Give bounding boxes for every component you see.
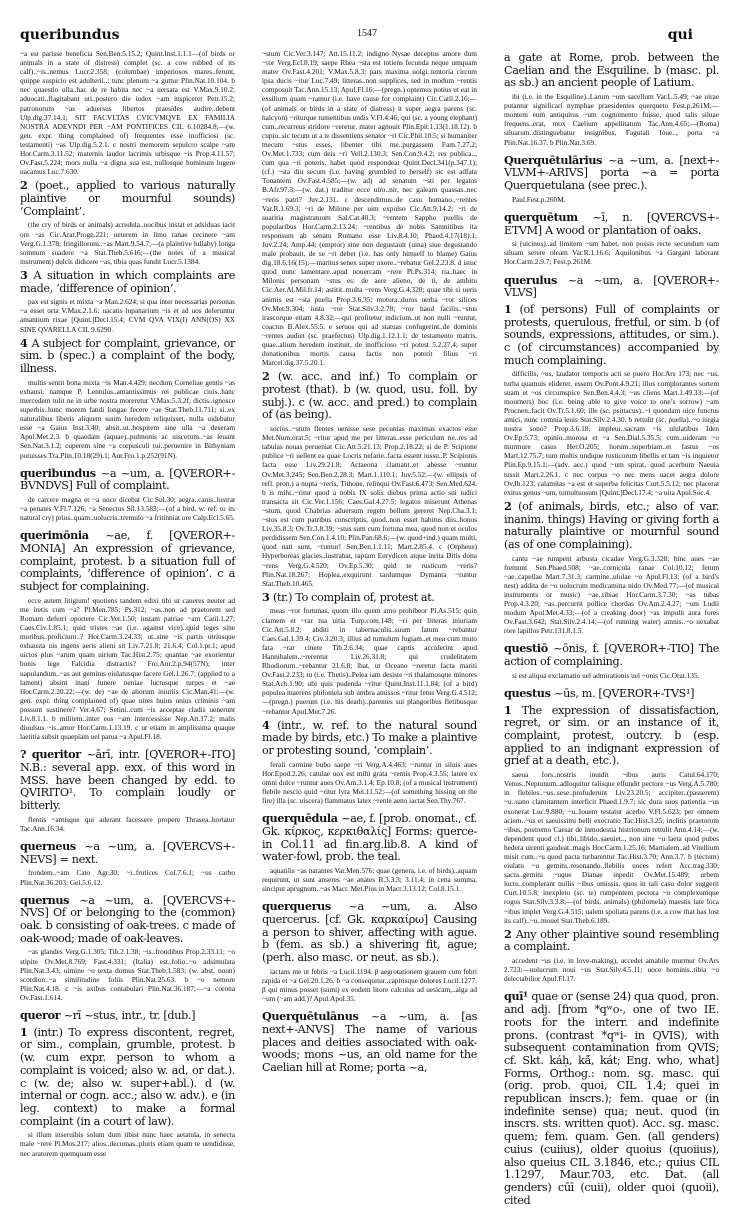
citation-block: flentis ~antisque qui aderant facessere propere Thrasea..hortatur Tac.Ann.16.34. (20, 814, 235, 833)
sense-number: 4 (20, 335, 32, 350)
dictionary-entry (20, 840, 235, 866)
dictionary-entry (20, 748, 235, 813)
entry-text: ~ī, n. [QVERCVS+-ETVM] A wood or plantation of oaks. (504, 210, 719, 237)
headword: querquētum (504, 209, 593, 224)
dictionary-entry (504, 274, 719, 300)
headword: questus (504, 685, 555, 700)
headword: ? queritor (20, 747, 87, 762)
sense-definition (20, 179, 235, 218)
left-guideword: queribundus (20, 27, 120, 43)
sense-definition (504, 500, 719, 552)
sense-number: 2 (262, 369, 278, 384)
dictionary-entry (20, 467, 235, 493)
sense-definition (20, 1026, 235, 1129)
entry-text: ~a ~um, a. [QVEROR+-BVNDVS] Full of complaint. (20, 466, 236, 493)
entry-text: ~a ~um, a. Also quercerus. [cf. Gk. καρκαίρω] Causing a person to shiver, affecting with ague. b (fem. as sb.) a shivering fit, ague; (perh. also masc. or neut. as sb.). (262, 900, 477, 965)
sense-definition (262, 719, 477, 758)
citation-block: ferali carmine bubo saepe ~ri Verg.A.4.463; ~runtur in siluis aues Hor.Epod.2.26; catulae uox est mihi grata ~rentis Prop.4.3.55; latere ex omni dulce ~runtur aues Ov.Am.3.1.4; Ep.10.8; (of a musical instrument) flebile nescio quid ~ritur lyra Met.11.52;—(of something hissing on the fire) illa (sc. uiscera) flammatus latex ~rente aeno iactat Sen.Thy.767. (262, 759, 477, 806)
dictionary-entry (262, 900, 477, 965)
dictionary-entry (20, 529, 235, 594)
sense-number: 3 (20, 267, 34, 282)
citation-block: (the cry of birds or animals) acredula..uocibus instat et adsiduas iacit ore ~as Cic.Arat.Progn.221; ueterem in limo ranae cecinere ~am Verg.G.1.378; fringillorum..~as Mart.9.54.7;—(a plaintive lullaby) longa somnum suadere ~a Stat.Theb.5.616;—(the notes of a musical instrument) dulcis didicere ~as, tibia quas fundit Lucr.5.1384. (20, 220, 235, 266)
sense-definition (20, 269, 235, 295)
sense-number: 1 (20, 1024, 34, 1039)
citation-block: de carcere magna et ~a uoce dicebat Cic.Sul.30; aegra..canis..lustrat ~a penates V.Fl.7.126; ~a Senectus Sil.13.583;—(of a bird, w. ref. to its natural cry) prius..quam..uolucris..tremulo ~a fritinniat ore Calp.Ecl.5.65. (20, 495, 235, 523)
sense-definition (504, 704, 719, 769)
headword: querimōnia (20, 528, 106, 543)
column-2 (262, 49, 477, 1077)
headword: querneus (20, 839, 85, 854)
dictionary-entry (504, 687, 719, 701)
entry-text: ~a ~um, a. [as next+-ANVS] The name of various places and deities associated with oak-woods; mons ~us, an old name for the Caelian hill at Rome; porta ~a, (262, 1010, 477, 1074)
headword: quernus (20, 892, 80, 907)
sense-text: (of animals, birds, etc.; also of var. inanim. things) Having or giving forth a naturally plaintive or mournful sound (as of one complaining). (504, 499, 720, 551)
headword: Querquētulānus (262, 1009, 371, 1024)
right-guideword: qui (667, 27, 693, 43)
entry-text: ~ārī, intr. [QVEROR+-ITO] N.B.: several app. exx. of this word in MSS. have been changed by edd. to QVIRITO¹. To complain loudly or bitterly. (20, 748, 235, 813)
headword: quī¹ (504, 989, 532, 1004)
entry-text: quae or (sense 24) qua quod, pron. and adj. [from *qʷo-, one of two IE. roots for the interr. and indefinite prons. (contrast *qʷi- in QVIS), with subsequent contamination from QVIS; cf. Skt. káḥ, kā́, kát; Eng. who, what] Forms, Orthog.: nom. sg. masc. qui (orig. prob. quoi, CIL 1.4; quei in republican inscrs.); fem. quae or (in indefinite sense) qua; neut. quod (in inscrs. sts. written quot). Acc. sg. masc. quem; fem. quam. Gen. (all genders) cuius (cuiius), older quoius (quoiius), also queius CIL 3.1846, etc.; quius CIL 1.1297, Maur.703, etc. Dat. (all genders) cūī (cuii), older quoi (quoii), cited (504, 990, 719, 1207)
headword: queribundus (20, 465, 101, 480)
dictionary-entry (504, 211, 719, 237)
running-header (0, 27, 750, 43)
citation-block: saeua fors..nostris inuidit ~ibus auris Catul.64.170; Venus..Neptunum..adloquitur talisque effundit pectore ~us Verg.A.5.780; in flebiles..~us..sese..profuderunt Liv.23.20.5; accipiter..(passerem) ~u..uano clamitantem interficit Phaed.1.9.7; sic dura suos patientia ~us exonerat Luc.9.880; ~u..Iouem testatur acerbo V.Fl.5.623; per omnem aciem..~us et saeuissimi belli execratio Tac.Hist.3.25; inclitis praetorum ~ibus, postremo Caesar de inmodestia histrionum rettulit Ann.4.14;—(w. dependent quod cl.) tibi..libido..saeuiet.., non sine ~u laeta quod pubes hedera uirenti gaudeat..magis Hor.Carm.1.25.16; Martialem..ad Vitellium misit cum..~u quod pacta turbarentur Tac.Hist.3.70; Ann.3.7. b (tectum) eiulatu ~u gemitu..resonando..flebilis uoces refert Acc.trag.330; sacra..gemitu ~uque Dianae inpedit Ov.Met.15.489; urbem luctu..complerant nullis ~ibus omissis, quos in tali casu dolor suggerit Curt.10.5.8; inexpleto (sc. te) rumpentem pectora ~u complexumque rogos Stat.Silv.3.3.8;—(of birds, animals) (philomela) maestis late loca ~ibus implet Verg.G.4.515; ualem spoliata parens (i.e. a cow that has lost its calf)..~u..mouet Stat.Theb.6.189. (504, 770, 719, 925)
entry-text: ~a ~um, a. [QVERCVS+-NEVS] = next. (20, 840, 235, 866)
sense-text: A subject for complaint, grievance, or sim. b (spec.) a complaint of the body, illness. (20, 336, 235, 376)
sense-text: Any other plaintive sound resembling a complaint. (504, 927, 720, 954)
citation-block: pax est signis et mixta ~a Man.2.624; si qua inter necessarias personas ~a esset orta V.Max.2.1.6; uacatis lupanarium ~is et ad uos deferuntur amantium rixae [Quint.]Decl.15.4; CVM QVA VIX(I) ANN(OS) XX SINE QVARELLA CIL 9.6290. (20, 297, 235, 334)
dictionary-entry (20, 1009, 235, 1023)
entry-text: ~ae, f. [QVEROR+-MONIA] An expression of grievance, complaint, protest. b a situation full of complaints, ‘difference of opinion’. c a subject for complaining. (20, 529, 235, 594)
sense-definition (504, 303, 719, 368)
sense-definition (262, 591, 477, 605)
sense-definition (20, 337, 235, 376)
citation-block: socios..~stum flentes uenisse sese pecunias maximas exactos esse Met.Num.orat.5; ~ritur apud me per litteras..esse periculum ne..res ad tabulas nouas perueniat Cic.Att.5.21.13; Prop.2.18.22; si de P. Scipione publice ~ri uellent ea quae Locris nefarie..facta essent iussu..P. Scipionis facta esse Liv.29.21.8; Actaeona clamant..et abesse ~runtur Ov.Met.3.245; Sen.Ben.2.28.3; Mart.1.110.1; Juv.5.52;—(w. ellipsis of refl. pron.) a nupta ~reris, Tithone, relinqui Ov.Fast.6.473; Sen.Med.624. b is mihi..~ritur quod a nobis IX solis diebus prima actio sui iudici transacta sit Cic.Ver.1.156; Caes.Gal.4.27.5; legatos miserunt Athenas ~stum, quod Chabrias aduersum regem bellum gereret Nep.Cha.3.1; ~stos est cum patribus conscriptis, quod..non esset habitus diis..honos Liv.35.8.3; Ov.Tr.3.8.39; ~stus sum cum fortuna mea, quod non et oculos perdidissem Sen.Con.1.4.10; Plin.Pan.68.6;—(w. quod+ind.) quam multi, quod nati sunt, ~runtur! Sen.Ben.1.1.11; Mart.2.85.4. c (Orpheus) Hyperboreas glacies..lustrabat, raptam Eurydicen atque inrita Ditis dona ~rens Verg.G.4.520; Ov.Ep.5.30; quid te rusticum ~reris? Plin.Nat.18.267; Hoplea..exquirunt tardumque Dymanta ~runtur Stat.Theb.10.465. (262, 424, 477, 588)
entry-text: ~rī ~stus, intr., tr. [dub.] (63, 1009, 196, 1022)
citation-block: ~a est parisse beneficia Sen.Ben.5.15.2; Quint.Inst.1.1.1—(of birds or animals in a state of distress) complet (sc. a cow robbed of its calf)..~is..nemus Lucr.2.358; (columbae) imperiosos mares..ferunt, quippe suspicio est adulterii..: tunc plenum ~a guttur Plin.Nat.10.104. b nec quaestio ulla..hac de re habita nec ~a uersata est V.Max.9.10.2; aduocati..flagitabant uti..postero die iudex ~am inspiceret Petr.15.2; patronorum ~as aduersus libertos praesides audire..debent Ulp.dig.37.14.1; SIT FACVLTAS CVICVMQVE EX FAMILIA NOSTRA ADEVNDI PER ~AM PONTIFICES CIL 6.10284.8;—(w. gen. expr. thing complained of) frequentes esse inofficiosi (sc. testamenti) ~as Ulp.dig.5.2.1. c nostri memorem sepulcro scalpe ~am Hor.Carm.3.11.52; maternis laudor lacrimis urbisque ~is Prop.4.11.57; Ov.Fast.5.224; mors nulla ~a digna sua est, nullosque hominum lugere uacamus Luc.7.630. (20, 49, 235, 177)
sense-definition (262, 370, 477, 422)
dictionary-entry (504, 154, 719, 193)
sense-text: (w. acc. and inf.) To complain or protest (that). b (w. quod, usu. foll. by subj.). c (w. acc. and pred.) to complain of (as being). (262, 370, 477, 422)
headword: Querquētulārius (504, 152, 609, 167)
citation-block: iactans me ut febris ~a Lucil.1194. β aegrotationem grauem cum febri rapida et ~a Gel.20.1.26. b ~a consequitur..capitisque dolores Lucil.1277. β qui minus posset (sumi) ex eodem litore calculus ad uesicam,..alga ad ~um (~am add.)? Apul.Apol.35. (262, 966, 477, 1004)
entry-text: ~ūs, m. [QVEROR+-TVS¹] (554, 686, 695, 700)
sense-number: 1 (504, 301, 520, 316)
citation-block: multis sentit bona mixta ~is Man.4.429; necdum Corneliae gentis ~as exhausi: namque P. Lentulus..amantissimus rei publicae ciuis..hanc mercedem tulit ne in urbe nostra moreretur V.Max.5.3.2f; dictis..ignosce superbis..hunc morem fandi longae fecere ~ae Stat.Theb.11.711; si..ex naturalibus liberis aliquem suum heredem reliquisset, nulla uidebatur esse ~a Gaius Inst.3.40; absit..ut..hospitem sine ulla ~a deseram Apul.Met.2.3. b quaedam (aquae)..pulmonis ac uiscerum..~as leuant Sen.Nat.3.1.2; cuperem sine ~a corpusculi tui..peruenire in Bithyniam potuisses Tra.Plin.10.18(29).1; Aur.Fro.1.p.252(91N). (20, 377, 235, 460)
dictionary-entry (20, 894, 235, 946)
sense-definition (504, 928, 719, 954)
sense-text: (intr.) To express discontent, regret, or sim., complain, grumble, protest. b (w. cum expr. person to whom a complaint is voiced; also w. ad, or dat.). c (w. de; also w. super+abl.). d (w. internal or cogn. acc.; also w. adv.). e (in leg. context) to make a formal complaint (in a court of law). (20, 1025, 235, 1128)
dictionary-entry (262, 812, 477, 864)
sense-text: The expression of dissatisfaction, regret, or sim. or an instance of it, complaint, protest, outcry. b (esp. applied to an indignant expression of grief at a death, etc.). (504, 703, 719, 768)
citation-block: ibi (i.e. in the Esquiline)..Larum ~um sacellum Var.L.5.49; ~ae uirae putantur significari nymphae praesidentes querqueto Fest.p.261M;—montem eum antiquitus ~um cognomento fuisse, quod talis siluae frequens..erat, mox Caelium appellitatum Tac.Ann.4.65;—(Roma) siluarum..distinguebatur insignibus, Fagutali Ioue.., porta ~a Plin.Nat.16.37. b Plin.Nat.3.69. (504, 92, 719, 147)
citation-block: cantu ~ae rumpent arbusta cicadae Verg.G.3.328; hinc aues ~ae fremunt Sen.Phaed.508; ~ae..cornicula ranae Col.10.12; fetum ~ae..capellae Mart.7.31.3; carmine..ululae ~o Apul.Fl.13; (of a bird’s nest) addita de ~o uolucrum medicamina nido Ov.Med.77;—(of musical instruments or music) ~ae..tibiae Hor.Carm.3.7.30; ~as tubas Prop.4.3.20; ~as..percurrit pollice chordas Ov.Am.2.4.27; ~um Ludii modum Apul.Met.4.33;—(of a creaking door) ~as impulit aura fores Ov.Fast.3.642; Stat.Silv.2.4.14;—(of running water) amnis..~o uexabat rore lapillos Petr.131.8.1.5. (504, 553, 719, 636)
dictionary-entry (262, 1010, 477, 1075)
headword: queror (20, 1008, 64, 1022)
citation-block: si illum inseruibis solum dum tibist nunc haec aetatula, in senecta male ~rere Pl.Mos.217; alios..decumas..pluris etiam quam te uendidisse, nec aratorem quemquam esse (20, 1130, 235, 1158)
citation-block: si est aliqua exclamatio uel admirationis uel ~onis Cic.Orat.135. (512, 670, 700, 680)
headword: querquerus (262, 899, 349, 914)
sense-text: a gate at Rome, prob. between the Caelian and the Esquiline. b (masc. pl. as sb.) an ancient people of Latium. (504, 51, 719, 90)
citation-block: frondem..~am Cato Agr.30; ~i..frutices Col.7.6.1; ~us carbo Plin.Nat.36.203; Gel.5.6.12. (20, 868, 235, 887)
sense-definition (504, 52, 719, 90)
column-1 (20, 49, 235, 1158)
sense-text: (of persons) Full of complaints or protests, querulous, fretful, or sim. b (of sounds, expressions, attitudes, or sim.). c (of circumstances) accompanied by much complaining. (504, 302, 719, 367)
sense-number: 3 (262, 589, 273, 604)
headword: querquēdula (262, 811, 342, 826)
sense-number: 1 (504, 702, 522, 717)
citation-block: aquatilis ~as natantes Var.Men.576; quae (genera, i.e. of birds)..aquam requirunt, ut sunt anseres ~ae anates R.3.3.3; 3.11.4; in cena summa, sinciput aprugnum..~as Macr. Met.Pius in Macr.3.13.12; Col.8.15.1. (262, 866, 477, 894)
dictionary-entry (504, 642, 719, 668)
sense-number: 2 (504, 498, 519, 513)
column-3 (504, 49, 719, 1209)
sense-number: 2 (504, 926, 516, 941)
entry-text: ~a ~um, a. [next+-VLVM+-ARIVS] porta ~a = porta Querquetulana (see prec.). (504, 153, 719, 193)
citation-block: ~as glandes Verg.G.1.305; Tib.2.1.38; ~is..frondibus Prop.2.33.11; ~o stipite Ov.Met.8.769; Fast.4.331; (Italia) est..folio..~o adsimulata Plin.Nat.3.43; uimine ~o texta domus Stat.Theb.1.583; (w. abst. noun) scordion..~a similitudine foliis Plin.Nat.25.63. b ~o nemore Plin.Nat.4.18. c ~is axibus contabulari Plin.Nat.36.187;—~a corona Ov.Fast.1.614. (20, 947, 235, 1002)
sense-number: 2 (20, 178, 35, 193)
entry-text: ~ae, f. [prob. onomat., cf. Gk. κίρκος, κερκιθαλίς] Forms: querce- in Col.11 ad fin.arg.lib.8. A kind of water-fowl, prob. the teal. (262, 812, 477, 864)
dictionary-entry (504, 990, 719, 1207)
citation-block: Paul.Fest.p.260M. (512, 194, 566, 204)
entry-text: ~a ~um, a. [QVEROR+-VLVS] (504, 273, 720, 300)
headword: querulus (504, 272, 568, 287)
citation-block: si (uicinus)..ad limitem ~um habet, non possis recte secundum eam siluam serere oleam Var.R.1.16.6; Aquilonibus ~a Gargani laborant Hor.Carm.2.9.7; Fest.p.261M. (504, 239, 719, 267)
entry-text: ~a ~um, a. [QVERCVS+-NVS] Of or belonging to the (common) oak. b consisting of oak-trees. c made of oak-wood; made of oak-leaves. (20, 893, 235, 945)
sense-number: 4 (262, 717, 278, 732)
citation-block: ecce autem litigium! quotiens tandem edixi tibi ut caueres neuter ad me iretis cum ~a? Pl.Men.785; Ps.312; ~as..non ad praetorem sed Romam deferri oportere Cic.Ver.1.50; iustam patriae ~am Catil.1.27; Caes.Civ.1.85.1; quid tristes ~ae (i.e. against vice)..quid leges sine moribus..proficiunt..? Hor.Carm.3.24.33; ut..sine ~is partis utriusque exhausta uis ingens aeris alieni sit Liv.7.21.8; 21.6.4; Col.1.pr.1; apud uictos plus ~arum quam uirium Tac.Hist.2.75; quantae ~ae exorientur bonis lege Falcidia distractis? Fro.Aur.2.p.94(57N); inter uapulandum..~as aut gemitus eiulatusque facere Gel.1.26.7; (applied to a lament) absint inani funere neniae luctusque turpes et ~ae Hor.Carm.2.20.22;—(w. de) ~ae de aliorum iniuriis Cic.Man.41;—(w. gen. expr. thing complained of) quae uires huius unius criminis ~am possunt sustinere? Ver.4.67; Setini..cum ~is acceptae cladis uenerunt Liv.8.1.1. b militem..inter eos ~am intercessisse Nep.Att.17.2; malis diuulsus ~is..amor Hor.Carm.1.13.19. c ut etiam in amplissima quaque laetitia subsit quaepiam uel parua ~a Apul.Fl.18. (20, 595, 235, 742)
citation-block: accedent ~us (i.e. in love-making), accedet amabile murmur Ov.Ars 2.723;—uolucrum noui ~us Stat.Silv.4.5.11; uoce hominis..tibia ~u delectabilior Apul.Fl.17. (504, 956, 719, 984)
citation-block: meas ~ror fortunas, quom illo quem amo prohibeor Pl.As.515; quin clamem et ~rar tua uitia Turp.com.148; ~ri per litteras iniuriam Cic.Att.5.8.2; abditi in tabernaculis..suum fatum ~rebantur Caes.Gal.1.39.4; Civ.3.20.3; illius ad tumulum fugiam..et mea cum muto fata ~rar cinere Tib.2.6.34; quae captis acciderint apud Hannibalem..~rerentur Liv.26.31.8; qui crudelitatem Rhodiorum..~rebantur 21.6.8; ibat, ut Oceano ~reretur facta mariti Ov.Fast.2.233; tu (i.e. Thetis)..Pelea iam desiste ~ri thalamosque minores Stat.Ach.1.90; ubi quis pudenda ~ritur Quint.Inst.11.1.84; (of a bird) populea maerens philomela sub umbra amissos ~ritur fetus Verg.G.4.512;—(pregn.) puerum (i.e. his death)..parentes sui plangoribus fletibusque ~rebantur Apul.Met.7.26. (262, 606, 477, 716)
entry-text: ~ōnis, f. [QVEROR+-TIO] The action of complaining. (504, 642, 719, 669)
headword: questiō (504, 641, 554, 656)
sense-text: A situation in which complaints are made, ‘difference of opinion’. (20, 268, 235, 295)
page-number: 1547 (357, 28, 377, 39)
citation-block: ~stum Cic.Ver.3.147; Att.15.11.2; indigno Nysae deceptus amore dum ~ror Verg.Ecl.8.19; saepe Rhea ~sta est totiens fecunda neque umquam mater Ov.Fast.4.201; V.Max.5.8.3; pars maxima uolgi..tentoria circum ipsa ducis ~itur Luc.7.49; litteras..non supplices, sed in modum ~rentis composuit Tac.Ann.15.13; Apul.Fl.16;—(pregn.) optemus potius ut eat in exsilium quam ~ramur (i.e. have cause for complaint) Cic.Catil.2.16;—(of animals or birds in a state of distress) it super aegra parens (sc. halcyon) ~riturque tumentibus undis V.Fl.4.46; qui (sc. a young elephant) cum..recurreus stridore ~reretur, mater agnouit Plin.Epit.1.13(1.18.12). b cupio..sic tecum ut a te dissentiens senator ~ri Cic.Phil.10.5; si humaniter mecum ~stus esses, libenter tibi me..purgassem Fam.7.27.2; Ov.Met.1.733; cum deis ~ri Vell.2.130.3; Sen.Con.9.4.2; res publica.., cum qua ~ri poteris, habet quod respondeat Quint.Decl.341(p.347.1); (cf.) ~sta diu secum (i.e. having grumbled to herself) sic est adfata Tonantem Ov.Fast.4.585;—(w. ad) ad senatum ~sti per legatos B.Afr.97.3;—(w. dat.) traditur ecce uiro..nir, nec galeam quassas..nec ~reris patri? Juv.2.131. c descendimus..de casu humano..~rentes Var.R.1.69.3; ~ri de Milone per uim expulso Cic.Att.9.14.2; ~ri de suaritia magistratuum Sal.Cat.40.3; ~rentem Sappho puellis de popularibus Hor.Carm.2.13.24; ~rentibus de nobis Samnitibus ita responsum ab senatu Romano esse Liv.8.4.10; Phaed.4.17(18).1; Juv.2.24; Amp.44; (emptor) sine non degustauit (uina) siue degustando male probauit, de se ~ri debet (i.e. has only himself to blame) Gaius dig.18.6.16(15);—maritus senex super uxore..~rebatur Gel.2.23.8. d istuc quod nunc lamentare..apud nouercam ~rere Pl.Ps.314; ria..haec in Milonis personam ~stus es: de aere alieno, de ti, de ambitu Cic.Aer.Al.Mil.fr.14; astitit..multa ~rens Verg.G.4.320; quae tibi si ueris animis est ~sta puella Prop.3.6.35; motura..duros uerba ~ror silices Ov.Met.9.304; iusta ~ror Stat.Silv.3.2.78; ~ror haud facilis..~stus irascorque etiam 4.8.32;—qui profitetur indicium..ut non nulli ~runtur, coactus B.Alex.55.5. e seruos qui ad statuas confugerint..de dominis ~rentes audiet (sc. praefectus) Ulp.dig.1.12.1.1; de testamento matris, quae..alium heredem instituit, de inofficioso ~ri potest 5.2.27.4; super donationibus mortis causa factis non poterit filius ~ri Marcel.dig.37.5.20.1. (262, 49, 477, 368)
sense-text: (intr., w. ref. to the natural sound made by birds, etc.) To make a plaintive or protesting sound, ‘complain’. (262, 718, 477, 758)
sense-text: (poet., applied to various naturally plaintive or mournful sounds) ‘Complaint’. (20, 179, 235, 218)
sense-text: (tr.) To complain of, protest at. (272, 590, 435, 604)
citation-block: difficilis, ~us, laudator temporis acti se puero Hor.Ars 173; nec ~us, turba quamuis eliderer, essem Ov.Pont.4.9.21; illos complorantes sortem suam et ~os circumspice Sen.Ben.4.4.3; ~us cliens Mart.1.49.33;—(of mourners) hoc (i.e. being able to give voice to one’s sorrow) ~am Procnen..facit Ov.Tr.5.1.60; ille (sc. psittacus)..~i quondam uice functus amici, nunc comnia leuis Stat.Silv.2.4.30. b rettulit (sc. puella)..~o iurgia nostra sono? Prop.3.6.18; impleui..sacram ~is ululatibus Iden Ov.Ep.5.73; opinio..morosa et ~a Sen.Dial.5.35.5; cum..uideram ~o murmure casus Her.O.205; horum..superbiam..et fastus ~os Mart.12.75.7; tum multis undique rusticorum libellis et tam ~is inquietor Plin.Ep.9.15.1;—(adv. acc.) quod ~um spirat, quod acerbum Naeuia tussit Mart.2.26.1. c nec corpus ~o nec mens uacet aegra dolore Ov.Ib.123; calamitas ~a est et superba felicitas Curt.5.5.12; nec placerat exitus genus ~um, tumultuosum [Quint.]Decl.17.4; ~a uita Apul.Soc.4. (504, 369, 719, 497)
